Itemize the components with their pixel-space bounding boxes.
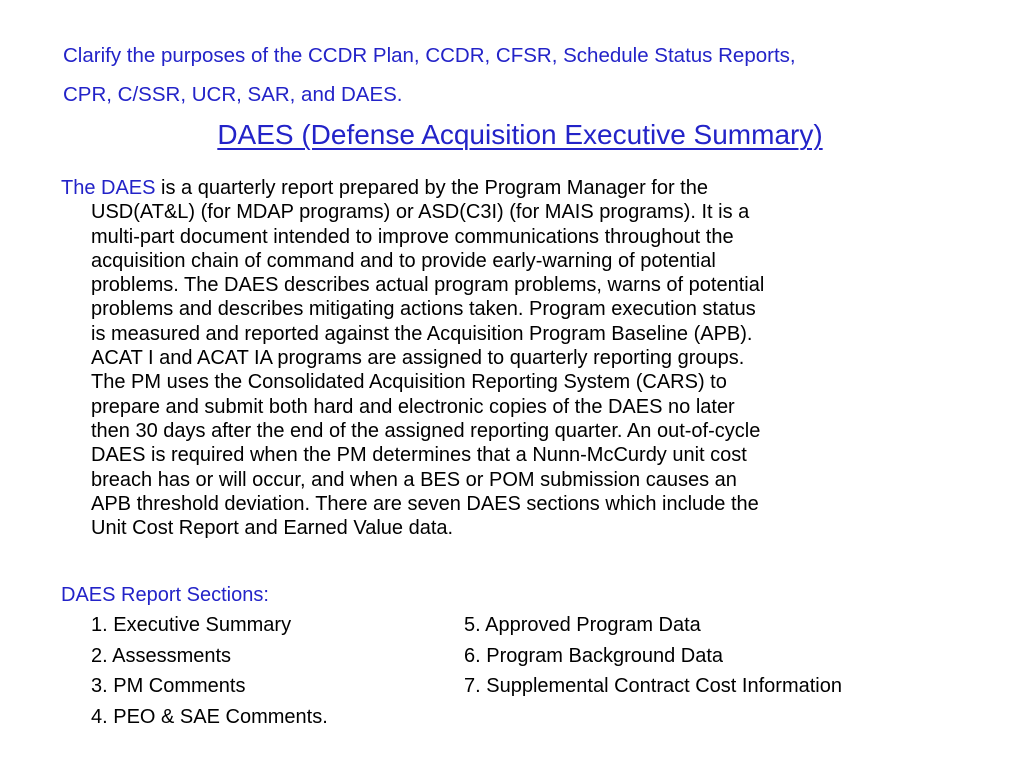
paragraph-line: then 30 days after the end of the assigned reporting quarter. An out-of-cycle — [91, 419, 761, 442]
paragraph-line — [61, 176, 961, 200]
daes-description-paragraph — [61, 176, 961, 540]
lead-term: The DAES — [61, 177, 156, 199]
paragraph-line: is measured and reported against the Acquisition Program Baseline (APB). — [91, 322, 753, 345]
section-item: 4. PEO & SAE Comments. — [91, 706, 328, 728]
header-question-line-1: Clarify the purposes of the CCDR Plan, CCDR, CFSR, Schedule Status Reports, — [63, 44, 796, 67]
paragraph-line: multi-part document intended to improve communications throughout the — [91, 225, 734, 248]
section-item: 6. Program Background Data — [464, 645, 724, 667]
paragraph-line: ACAT I and ACAT IA programs are assigned to quarterly reporting groups. — [91, 347, 745, 370]
sections-list — [91, 611, 971, 735]
paragraph-line-text: is a quarterly report prepared by the Program Manager for the — [155, 177, 708, 199]
paragraph-line: DAES is required when the PM determines that a Nunn-McCurdy unit cost — [91, 444, 747, 467]
section-item: 2. Assessments — [91, 645, 232, 667]
paragraph-line: problems and describes mitigating actions taken. Program execution status — [91, 298, 756, 321]
slide-title: DAES (Defense Acquisition Executive Summary) — [217, 119, 823, 150]
paragraph-line: problems. The DAES describes actual program problems, warns of potential — [91, 274, 765, 297]
section-item: 1. Executive Summary — [91, 614, 292, 636]
paragraph-line: prepare and submit both hard and electronic copies of the DAES no later — [91, 395, 735, 418]
paragraph-line: acquisition chain of command and to provide early-warning of potential — [91, 249, 716, 272]
paragraph-line: APB threshold deviation. There are seven DAES sections which include the — [91, 492, 759, 515]
paragraph-line: Unit Cost Report and Earned Value data. — [91, 517, 454, 540]
section-item: 3. PM Comments — [91, 675, 246, 697]
paragraph-line: breach has or will occur, and when a BES or POM submission causes an — [91, 468, 737, 491]
section-item: 5. Approved Program Data — [464, 614, 701, 636]
paragraph-line: USD(AT&L) (for MDAP programs) or ASD(C3I) (for MAIS programs). It is a — [91, 201, 750, 224]
header-question-line-2: CPR, C/SSR, UCR, SAR, and DAES. — [63, 83, 403, 106]
section-item: 7. Supplemental Contract Cost Information — [464, 675, 842, 697]
sections-heading: DAES Report Sections: — [61, 584, 269, 606]
paragraph-line: The PM uses the Consolidated Acquisition Reporting System (CARS) to — [91, 371, 727, 394]
